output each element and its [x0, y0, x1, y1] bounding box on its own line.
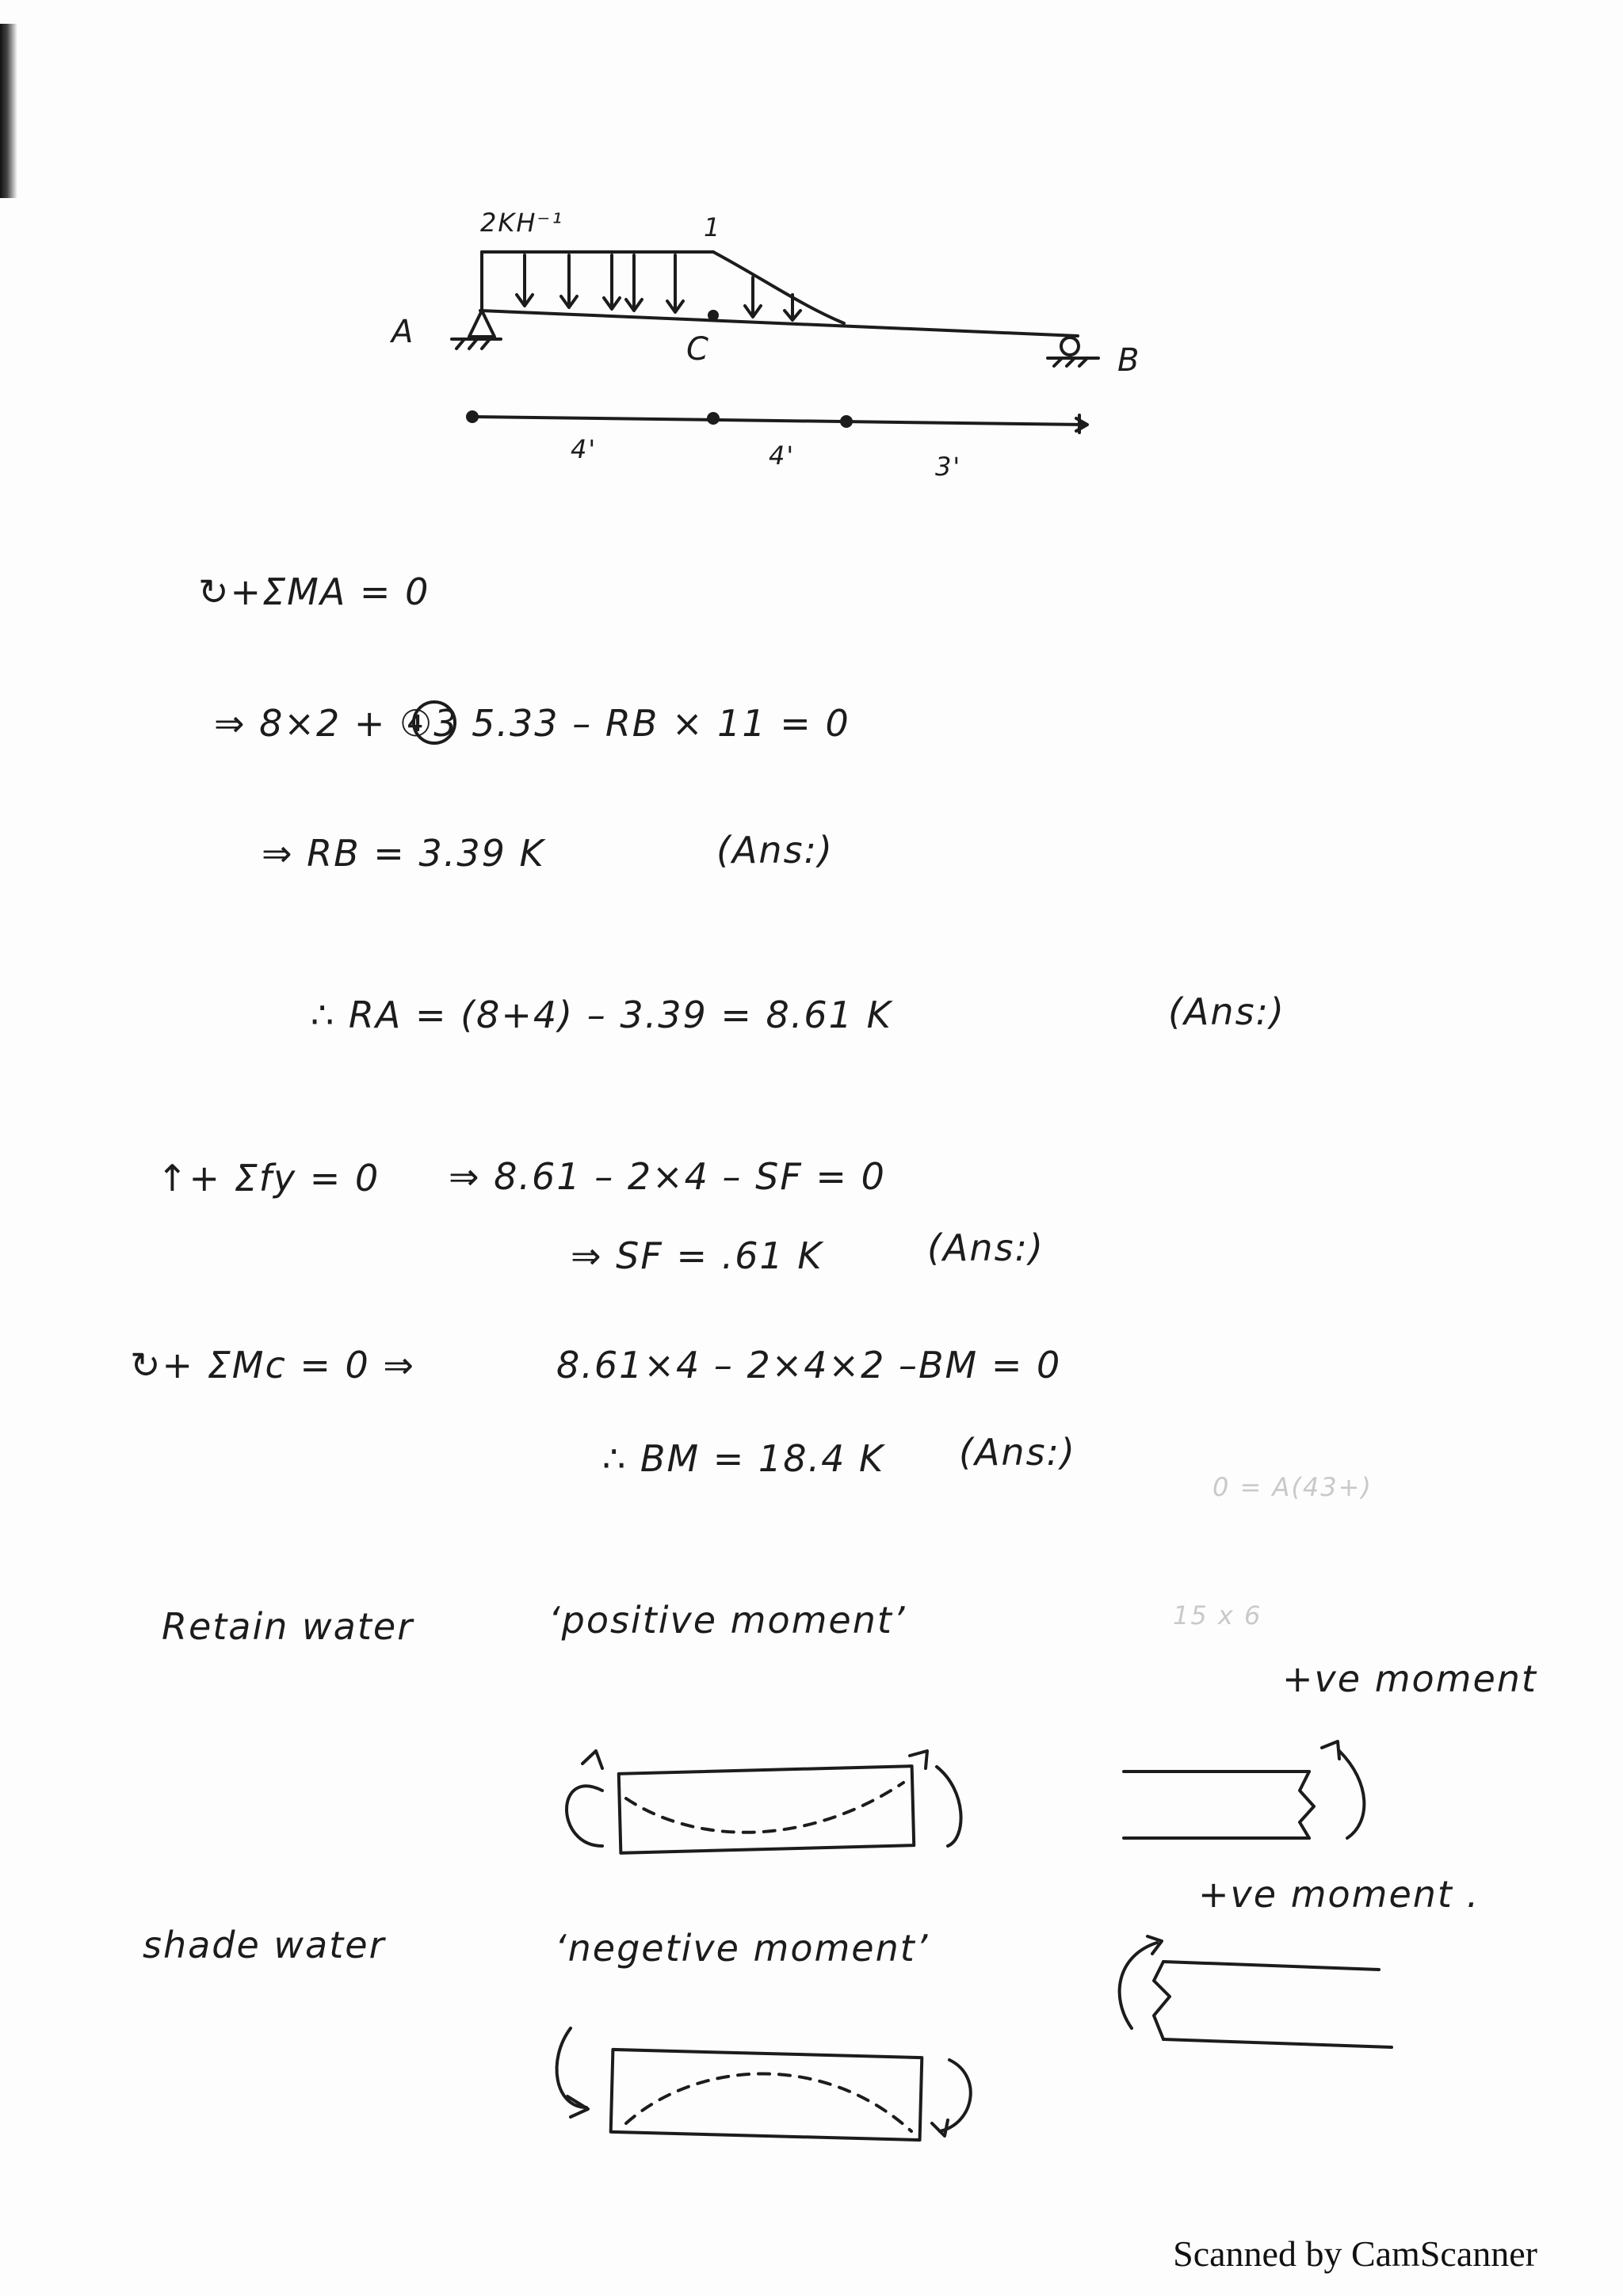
- answer-marker-3: (Ans:): [927, 1226, 1044, 1269]
- shade-water-desc: ‘negetive moment’: [555, 1927, 930, 1970]
- load-label: 2KH⁻¹: [480, 208, 564, 238]
- shade-water-label: shade water: [143, 1924, 386, 1966]
- support-b-roller: [1048, 338, 1098, 366]
- equation-line-1: ⇒ 8×2 + ④3 5.33 – RB × 11 = 0: [214, 702, 850, 745]
- fy-eq-right: ⇒ 8.61 – 2×4 – SF = 0: [449, 1155, 886, 1198]
- dim-1: 4': [571, 434, 598, 464]
- mc-eq-left: ↻+ ΣMc = 0 ⇒: [130, 1344, 415, 1386]
- answer-marker-2: (Ans:): [1168, 990, 1285, 1033]
- pos-moment-sketch: [1124, 1741, 1364, 1838]
- dim-3: 3': [935, 452, 962, 482]
- support-b-label: B: [1117, 342, 1141, 379]
- dim-2: 4': [769, 441, 796, 471]
- beam-line: [480, 311, 1078, 336]
- dimension-line: [468, 412, 1087, 433]
- shade-beam-sketch: [557, 2028, 971, 2140]
- retain-water-desc: ‘positive moment’: [548, 1599, 907, 1642]
- bleed-through-text-2: 15 x 6: [1173, 1600, 1262, 1630]
- negative-moment-label: +ve moment .: [1198, 1873, 1480, 1916]
- equation-line-3: ∴ RA = (8+4) – 3.39 = 8.61 K: [311, 994, 892, 1036]
- bm-result: ∴ BM = 18.4 K: [602, 1437, 885, 1480]
- sf-result: ⇒ SF = .61 K: [571, 1234, 823, 1277]
- support-a-pin: [452, 311, 501, 349]
- positive-moment-label: +ve moment: [1282, 1657, 1537, 1700]
- bleed-through-text: 0 = A(43+): [1212, 1472, 1373, 1502]
- neg-moment-sketch: [1120, 1936, 1392, 2047]
- answer-marker-1: (Ans:): [716, 829, 834, 871]
- fy-eq-left: ↑+ Σfy = 0: [157, 1157, 380, 1199]
- moment-a-eq: ↻+ΣMA = 0: [198, 570, 430, 613]
- mark-one: 1: [704, 212, 722, 242]
- equation-line-2: ⇒ RB = 3.39 K: [262, 832, 545, 875]
- point-c-label: C: [686, 331, 710, 368]
- mc-eq-right: 8.61×4 – 2×4×2 –BM = 0: [556, 1344, 1062, 1386]
- answer-marker-4: (Ans:): [959, 1431, 1076, 1474]
- support-a-label: A: [391, 314, 415, 350]
- retain-water-label: Retain water: [162, 1605, 414, 1648]
- retain-beam-sketch: [567, 1751, 961, 1853]
- scanner-watermark: Scanned by CamScanner: [1173, 2233, 1537, 2274]
- point-c-dot: [709, 311, 717, 319]
